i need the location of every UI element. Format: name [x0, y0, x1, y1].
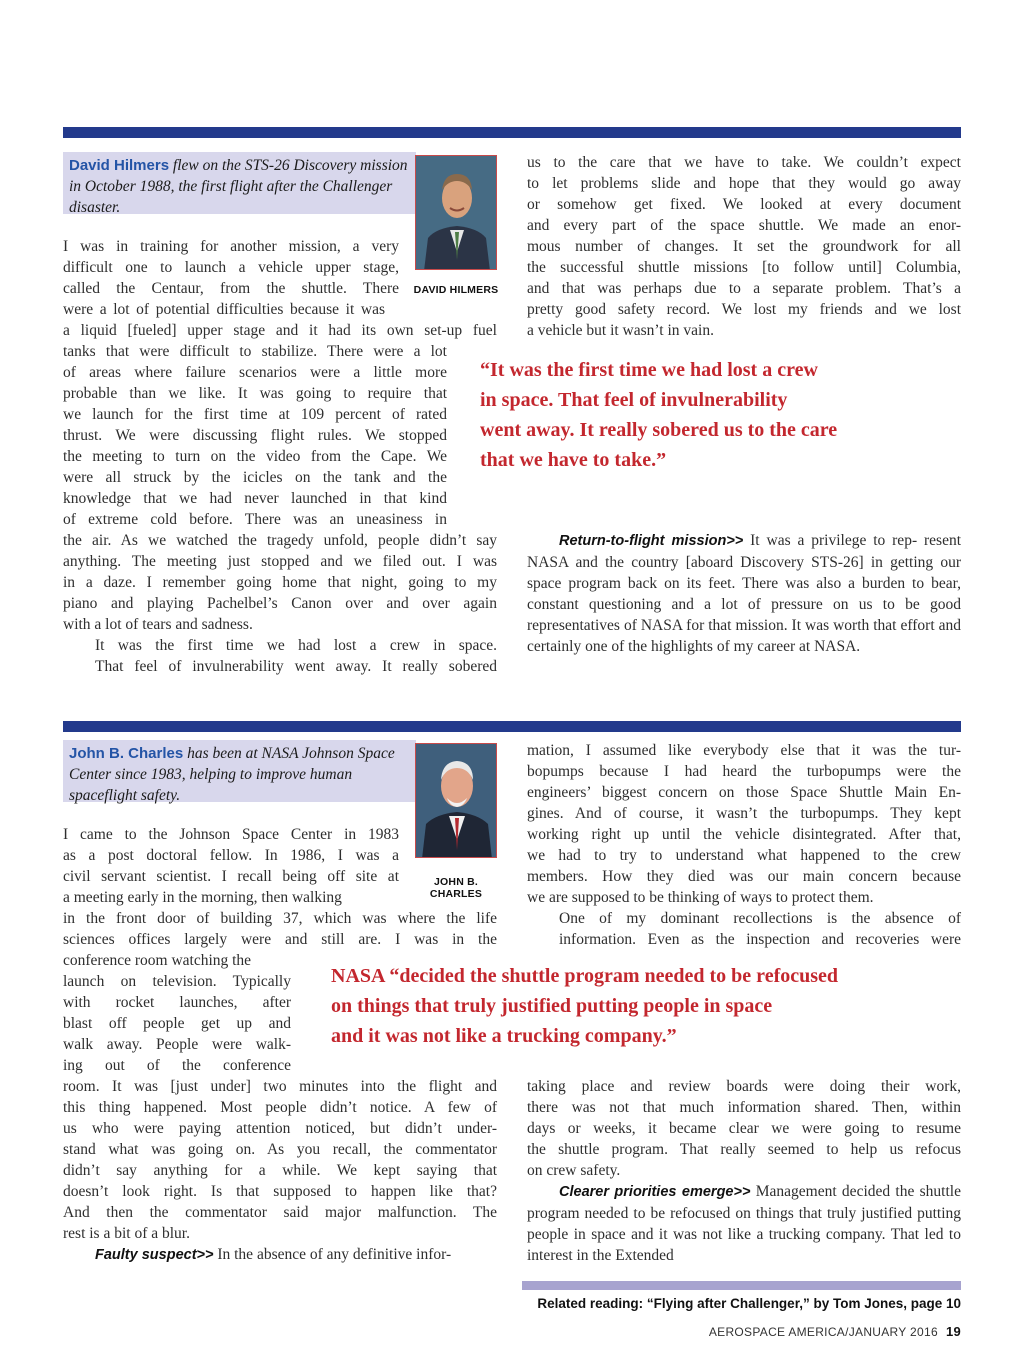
- text-line: in a daze. I remember going home that night, going to my: [63, 574, 497, 591]
- text-line: It was a privilege to rep-: [743, 532, 918, 549]
- text-line: mous number of changes. It set the groundwork for all: [527, 238, 961, 255]
- text-line: a meeting early in the morning, then walking: [63, 889, 342, 906]
- pull-quote: [331, 961, 951, 1051]
- text-line: thrust. We were discussing flight rules. We stopped: [63, 427, 447, 444]
- text-line: pressure on us to be good representatives of NASA for: [527, 596, 961, 634]
- text-line: engineers’ biggest concern on those Space Shuttle Main En-: [527, 784, 961, 801]
- text-line: in the front door of building 37, which was where the life: [63, 910, 497, 927]
- article-body-right-bottom: [527, 1076, 961, 1181]
- text-line: information. Even as the inspection and recoveries were: [559, 931, 961, 948]
- text-line: bopumps because I had heard the turbopumps were the: [527, 763, 961, 780]
- text-line: I was in training for another mission, a very: [63, 238, 399, 255]
- photo-caption: JOHN B. CHARLES: [429, 876, 483, 900]
- text-line: us to the care that we have to take. We couldn’t expect: [527, 154, 961, 171]
- text-line: mation, I assumed like everybody else that it was the tur-: [527, 742, 961, 759]
- text-line: the air. As we watched the tragedy unfold, people didn’t say: [63, 532, 497, 549]
- related-reading-bar: [522, 1281, 961, 1290]
- text-line: working right up until the vehicle disintegrated. After that,: [527, 826, 961, 843]
- author-bio: flew on the STS-26 Discovery mission in October 1988, the first flight after the Challenger disaster.: [69, 157, 408, 216]
- text-line: tanks that were difficult to stabilize. There were a lot: [63, 343, 447, 360]
- text-line: also a burden to bear, constant questioning and a lot of: [527, 575, 962, 613]
- author-intro-box: [63, 152, 416, 214]
- text-line: or somehow get fixed. We looked at every document: [527, 196, 961, 213]
- text-line: gines. And of course, it wasn’t the turbopumps. They kept: [527, 805, 961, 822]
- text-line: knowledge that we had never launched in that kind: [63, 490, 447, 507]
- text-line: probable than we like. It was going to require that: [63, 385, 447, 402]
- text-line: I came to the Johnson Space Center in 1983: [63, 826, 399, 843]
- page-footer: [709, 1324, 961, 1339]
- author-bio: has been at NASA Johnson Space Center since 1983, helping to improve human spaceflight safety.: [69, 745, 395, 804]
- article-body-right: [527, 740, 961, 908]
- text-line: on crew safety.: [527, 1162, 621, 1179]
- pull-quote-line: that we have to take.”: [480, 449, 667, 471]
- pull-quote-line: NASA “decided the shuttle program needed to be refocused: [331, 965, 839, 987]
- paragraph: [527, 530, 961, 657]
- text-line: the highlights of my career at NASA.: [624, 638, 861, 655]
- article-body-left-continued: [63, 635, 497, 677]
- text-line: there was not that much information shared. Then, within: [527, 1099, 961, 1116]
- text-line: stand what was going on. As you recall, the commentator: [63, 1141, 497, 1158]
- article-body-right-kicker: [527, 530, 961, 657]
- text-line: we are supposed to be thinking of ways to protect them.: [527, 889, 874, 906]
- text-line: resent NASA and the country [aboard Discovery STS-26]: [527, 532, 961, 571]
- text-line: and that was perhaps due to a separate problem. That’s a: [527, 280, 961, 297]
- text-line: called the Centaur, from the shuttle. There: [63, 280, 399, 297]
- text-line: room. It was [just under] two minutes into the flight and: [63, 1078, 497, 1095]
- text-line: days or weeks, it became clear we were going to resume: [527, 1120, 961, 1137]
- text-line: piano and playing Pachelbel’s Canon over and over again: [63, 595, 497, 612]
- pull-quote-line: and it was not like a trucking company.”: [331, 1025, 677, 1047]
- related-reading: Related reading: “Flying after Challenger,” by Tom Jones, page 10: [537, 1296, 961, 1311]
- text-line: the meeting to turn on the video from the Cape. We: [63, 448, 447, 465]
- pull-quote-line: in space. That feel of invulnerability: [480, 389, 788, 411]
- article-body-right-kicker: [527, 1181, 961, 1266]
- text-line: It was the first time we had lost a crew in space.: [95, 637, 497, 654]
- text-line: of extreme cold before. There was an uneasiness in: [63, 511, 447, 528]
- article-body-right-para2: [527, 908, 961, 950]
- text-line: with rocket launches, after: [63, 994, 291, 1011]
- author-intro-box: [63, 740, 416, 802]
- section-kicker: Faulty suspect>>: [95, 1247, 214, 1263]
- text-line: blast off people get up and: [63, 1015, 291, 1032]
- text-line: difficult one to launch a vehicle upper stage,: [63, 259, 399, 276]
- text-line: a liquid [fueled] upper stage and it had its own set-up fuel: [63, 322, 497, 339]
- text-line: civil servant scientist. I recall being off site at: [63, 868, 399, 885]
- pull-quote-line: went away. It really sobered us to the care: [480, 419, 838, 441]
- author-name: John B. Charles: [69, 745, 184, 762]
- paragraph: [63, 635, 497, 677]
- text-line: that mission. It was worth that effort and certainly one of: [527, 617, 961, 655]
- paragraph: [63, 1244, 497, 1266]
- text-line: were a lot of potential difficulties because it was: [63, 301, 385, 318]
- text-line: were all struck by the icicles on the tank and the: [63, 469, 447, 486]
- publication-name: AEROSPACE AMERICA/JANUARY 2016: [708, 1325, 938, 1339]
- text-line: doesn’t look right. Is that supposed to happen like that?: [63, 1183, 497, 1200]
- page-number: 19: [945, 1324, 961, 1339]
- text-line: of areas where failure scenarios were a little more: [63, 364, 447, 381]
- text-line: taking place and review boards were doing their work,: [527, 1078, 961, 1095]
- text-line: as a post doctoral fellow. In 1986, I was a: [63, 847, 399, 864]
- article-body-right: [527, 152, 961, 341]
- section-divider-bar: [63, 127, 961, 138]
- text-line: we had to try to understand what happened to the crew: [527, 847, 961, 864]
- text-line: the successful shuttle missions [to follow until] Columbia,: [527, 259, 961, 276]
- paragraph: [527, 1181, 961, 1266]
- text-line: us who were paying attention noticed, but didn’t under-: [63, 1120, 497, 1137]
- paragraph: [527, 908, 961, 950]
- paragraph: [527, 740, 961, 908]
- text-line: And then the commentator said major malfunction. The: [63, 1204, 497, 1221]
- text-line: members. How they died was our main concern because: [527, 868, 961, 885]
- text-line: a vehicle but it wasn’t in vain.: [527, 322, 714, 339]
- text-line: shuttle program needed to be refocused on things that: [527, 1183, 961, 1222]
- kicker-text: In the absence of any definitive infor-: [213, 1246, 452, 1263]
- text-line: in getting our space program back on its feet. There was: [527, 554, 961, 592]
- text-line: we launch for the first time at 109 percent of rated: [63, 406, 447, 423]
- author-name: David Hilmers: [69, 157, 170, 174]
- text-line: with a lot of tears and sadness.: [63, 616, 253, 633]
- text-line: truly justified putting people in space and it was not like: [527, 1205, 962, 1243]
- text-line: anything. The meeting just stopped and we filed out. I was: [63, 553, 497, 570]
- text-line: a trucking company. That led to interest in the Extended: [527, 1226, 961, 1264]
- section-kicker: Return-to-flight mission>>: [559, 533, 744, 549]
- text-line: rest is a bit of a blur.: [63, 1225, 190, 1242]
- text-line: didn’t say anything for a while. We kept saying that: [63, 1162, 497, 1179]
- article-body-left: [63, 236, 497, 635]
- text-line: That feel of invulnerability went away. It really sobered: [95, 658, 497, 675]
- pull-quote-line: “It was the first time we had lost a crew: [480, 359, 818, 381]
- paragraph: [63, 236, 497, 635]
- article-body-left-kicker: [63, 1244, 497, 1266]
- pull-quote: [480, 355, 940, 475]
- text-line: the shuttle program. That really seemed to help us refocus: [527, 1141, 961, 1158]
- text-line: One of my dominant recollections is the absence of: [559, 910, 961, 927]
- paragraph: [527, 1076, 961, 1181]
- text-line: to let problems slide and hope that they would go away: [527, 175, 961, 192]
- text-line: Management decided the: [750, 1183, 915, 1200]
- text-line: ing out of the conference: [63, 1057, 291, 1074]
- pull-quote-line: on things that truly justified putting people in space: [331, 995, 773, 1017]
- text-line: launch on television. Typically: [63, 973, 291, 990]
- text-line: sciences offices largely were and still are. I was in the: [63, 931, 497, 948]
- section-kicker: Clearer priorities emerge>>: [559, 1184, 751, 1200]
- text-line: walk away. People were walk-: [63, 1036, 291, 1053]
- photo-caption: DAVID HILMERS: [413, 284, 499, 296]
- section-divider-bar: [63, 721, 961, 732]
- text-line: pretty good safety record. We lost my friends and we lost: [527, 301, 961, 318]
- paragraph: [527, 152, 961, 341]
- text-line: this thing happened. Most people didn’t notice. A few of: [63, 1099, 497, 1116]
- text-line: conference room watching the: [63, 952, 252, 969]
- text-line: and every part of the space shuttle. We made an enor-: [527, 217, 961, 234]
